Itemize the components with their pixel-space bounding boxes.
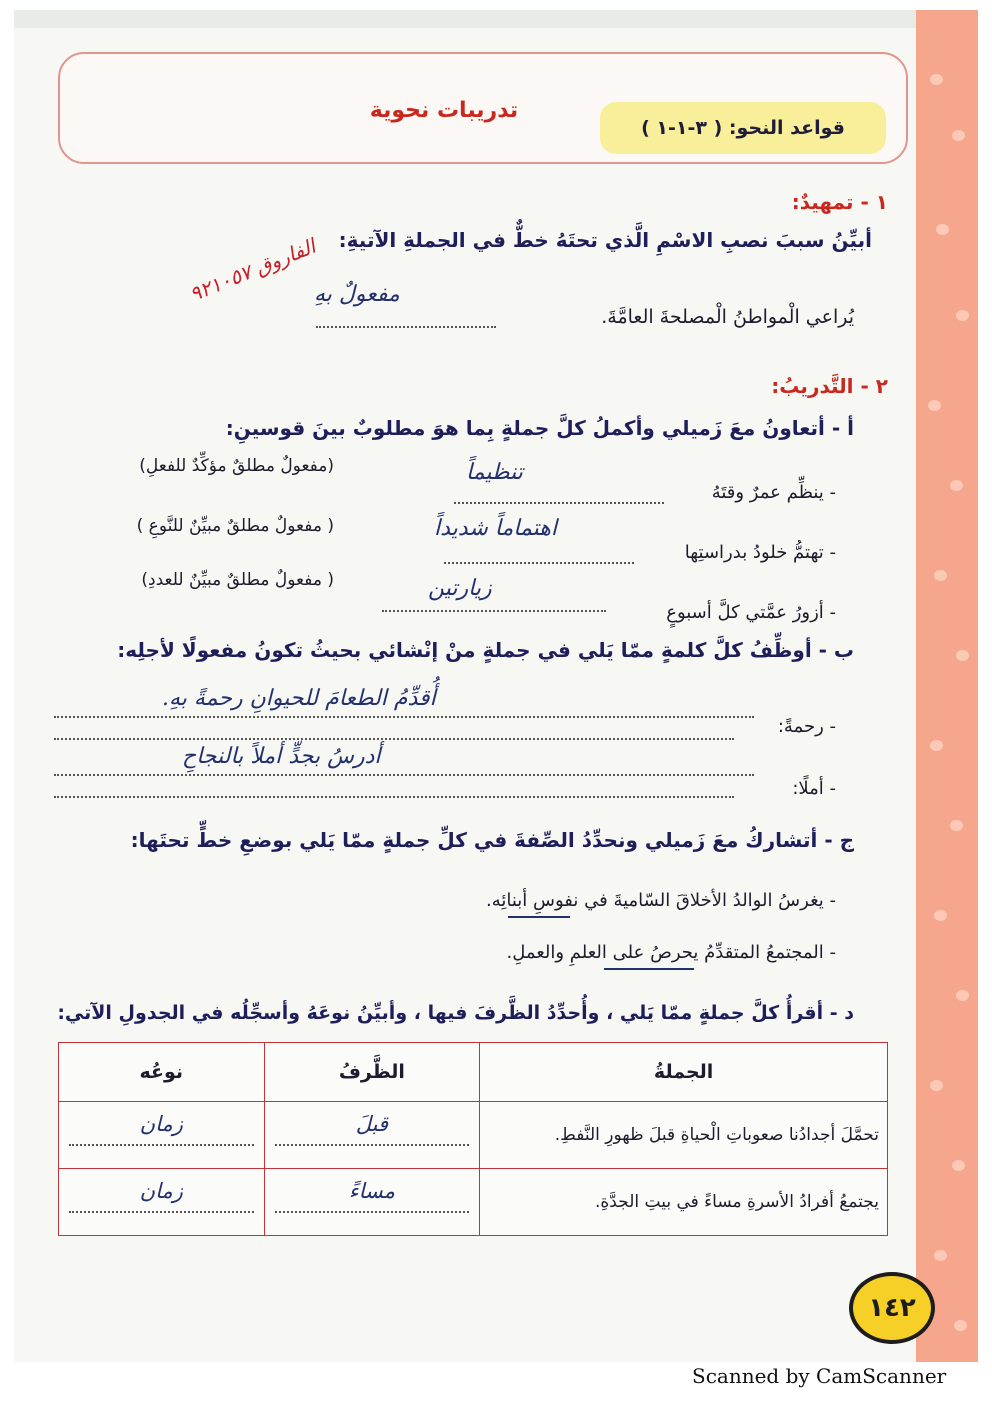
part-a-item-1: - ينظِّم عمرٌ وقتَهُ: [711, 482, 836, 503]
part-c-item-1-underline: [508, 916, 570, 918]
cell-handwritten-adverb: قبلَ: [355, 1112, 388, 1136]
part-a-item-2-hint: ( مفعولٌ مطلقٌ مبيِّنٌ للنَّوعِ ): [136, 516, 334, 536]
grammar-rule-tag: قواعد النحو: ( ٣-١-١ ): [600, 102, 886, 154]
part-d-instruction: د - أقرأُ كلَّ جملةٍ ممّا يَلي ، وأُحدِّدُ الظَّرفَ فيها ، وأبيِّنُ نوعَهُ وأسجِّلُه في الجدولِ الآتي:: [57, 1002, 854, 1024]
page-title: تدريبات نحوية: [369, 98, 519, 123]
intro-answer-line: [316, 326, 496, 328]
intro-handwritten-answer: مفعولٌ بهِ: [314, 282, 400, 307]
table-row: [59, 1102, 888, 1169]
workbook-page: [14, 10, 978, 1362]
table-header-sentence: الجملةُ: [480, 1043, 888, 1102]
page-number-badge: ١٤٢: [849, 1272, 935, 1344]
part-b-item-1-line-1: [54, 716, 754, 718]
table-cell-type: [59, 1169, 265, 1236]
part-b-item-1-answer: أُقدِّمُ الطعامَ للحيوانِ رحمةً بهِ.: [162, 686, 436, 711]
table-cell-adverb: [264, 1102, 480, 1169]
adverb-table: [58, 1042, 888, 1236]
part-b-item-2-answer: أدرسُ بجدٍّ أملاً بالنجاحِ: [182, 744, 381, 769]
part-a-item-3-hint: ( مفعولٌ مطلقٌ مبيِّنٌ للعددِ): [141, 570, 334, 590]
intro-sentence: [601, 306, 854, 328]
cell-answer-line: [275, 1144, 470, 1146]
cell-answer-line: [69, 1211, 254, 1213]
intro-sentence-text: يُراعي الْمواطنُ الْمصلحةَ العامَّةَ.: [601, 306, 854, 328]
part-b-item-2-label: - أملًا:: [792, 778, 836, 799]
cell-answer-line: [69, 1144, 254, 1146]
cell-handwritten-adverb: مساءً: [348, 1179, 395, 1203]
part-b-item-1-line-2: [54, 738, 734, 740]
part-a-item-1-line: [454, 502, 664, 504]
cell-answer-line: [275, 1211, 470, 1213]
part-a-item-1-hint: (مفعولٌ مطلقٌ مؤكِّدٌ للفعلِ): [139, 456, 334, 476]
table-header-adverb: الظَّرفُ: [264, 1043, 480, 1102]
part-a-item-1-answer: تنظيماً: [466, 460, 523, 485]
part-c-instruction: ج - أتشاركُ معَ زَميلي ونحدِّدُ الصِّفةَ في كلِّ جملةٍ ممّا يَلي بوضعِ خطٍّ تحتَها:: [130, 828, 854, 852]
margin-handwritten-note: الفاروق ٩٢١٠٥٧: [186, 233, 319, 307]
part-a-item-2-line: [444, 562, 634, 564]
part-b-instruction: ب - أوظِّفُ كلَّ كلمةٍ ممّا يَلي في جملةٍ منْ إنْشائي بحيثُ تكونُ مفعولًا لأجلِه:: [117, 638, 854, 662]
part-a-item-2-answer: اهتماماً شديداً: [434, 516, 558, 541]
part-b-item-1-label: - رحمةً:: [777, 716, 836, 737]
part-c-item-2: - المجتمعُ المتقدِّمُ يحرصُ على العلمِ والعملِ.: [506, 942, 836, 963]
page-top-shadow: [14, 10, 978, 28]
part-a-item-3-line: [382, 610, 606, 612]
part-c-item-2-underline: [604, 968, 694, 970]
part-c-item-1: - يغرسُ الوالدُ الأخلاقَ السّاميةَ في نفوسِ أبنائِه.: [485, 890, 836, 911]
table-cell-adverb: [264, 1169, 480, 1236]
part-a-item-3: - أزورُ عمَّتي كلَّ أسبوعٍ: [666, 602, 836, 623]
part-b-item-2-line-1: [54, 774, 754, 776]
table-cell-sentence: يجتمعُ أفرادُ الأسرةِ مساءً في بيتِ الجدَّةِ.: [480, 1169, 888, 1236]
part-b-item-2-line-2: [54, 796, 734, 798]
cell-handwritten-type: زمان: [139, 1179, 183, 1203]
part-a-item-2: - تهتمُّ خلودُ بدراستِها: [684, 542, 836, 563]
table-header-type: نوعُه: [59, 1043, 265, 1102]
table-header-row: [59, 1043, 888, 1102]
table-cell-type: [59, 1102, 265, 1169]
part-a-instruction: أ - أتعاونُ معَ زَميلي وأكملُ كلَّ جملةٍ بِما هوَ مطلوبٌ بينَ قوسينِ:: [225, 416, 854, 440]
table-cell-sentence: تحمَّلَ أجدادُنا صعوباتِ الْحياةِ قبلَ ظهورِ النَّفطِ.: [480, 1102, 888, 1169]
part-a-item-3-answer: زيارتين: [428, 576, 492, 601]
intro-heading: ١ - تمهيدٌ:: [791, 190, 888, 214]
intro-question: أبيِّنُ سببَ نصبِ الاسْمِ الَّذي تحتَهُ خطٌّ في الجملةِ الآتيةِ:: [338, 228, 872, 252]
cell-handwritten-type: زمان: [139, 1112, 183, 1136]
scanner-footer: Scanned by CamScanner: [692, 1364, 947, 1388]
table-row: [59, 1169, 888, 1236]
decorative-side-stripe: [916, 10, 978, 1362]
training-heading: ٢ - التَّدريبُ:: [771, 374, 888, 398]
